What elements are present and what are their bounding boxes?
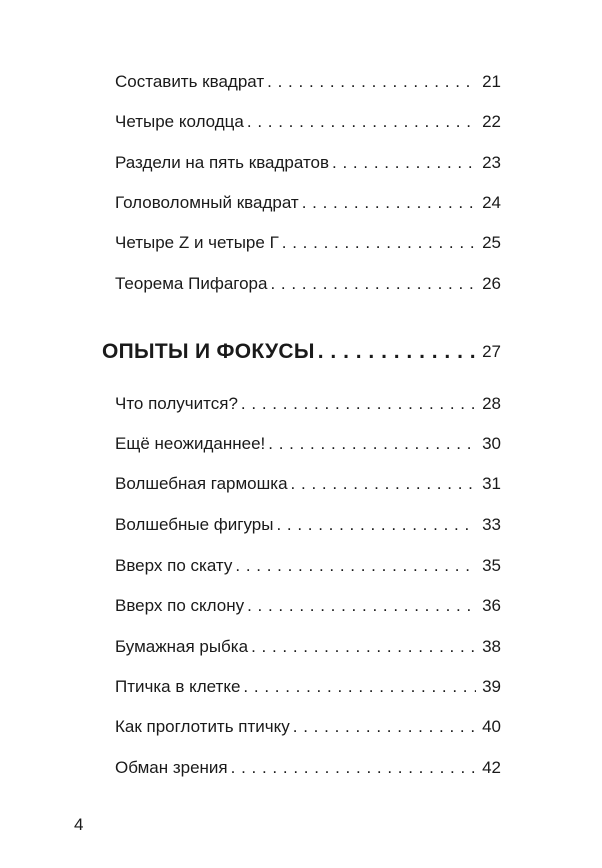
dot-leader	[235, 556, 476, 576]
toc-entry-title: Вверх по скату	[115, 556, 233, 575]
toc-entry-title: Раздели на пять квадратов	[115, 153, 330, 172]
toc-entry-page: 26	[482, 274, 501, 293]
toc-entry-page: 24	[482, 193, 501, 212]
page-number: 4	[74, 815, 84, 834]
toc-entry-title: Что получится?	[115, 394, 238, 413]
toc-entry[interactable]	[115, 430, 501, 454]
toc-entry-title: Обман зрения	[115, 758, 228, 777]
toc-section-heading[interactable]	[102, 340, 501, 364]
dot-leader	[267, 72, 476, 92]
toc-entry-page: 33	[482, 515, 501, 534]
dot-leader	[247, 596, 476, 616]
dot-leader	[243, 677, 476, 697]
toc-entry-title: Четыре колодца	[115, 112, 244, 131]
toc-entry[interactable]	[115, 511, 501, 535]
toc-entry-title: Вверх по склону	[115, 596, 245, 615]
toc-entry-page: 25	[482, 233, 501, 252]
dot-leader	[291, 474, 476, 494]
toc-entry-page: 22	[482, 112, 501, 131]
dot-leader	[270, 274, 476, 294]
toc-entry[interactable]	[115, 592, 501, 616]
dot-leader	[318, 340, 476, 364]
toc-entry[interactable]	[115, 754, 501, 778]
toc-entry-title: Теорема Пифагора	[115, 274, 268, 293]
toc-entry-page: 38	[482, 637, 501, 656]
toc-entry-title: Волшебная гармошка	[115, 474, 288, 493]
toc-entry-page: 42	[482, 758, 501, 777]
toc-entry-page: 30	[482, 434, 501, 453]
toc-entry-page: 23	[482, 153, 501, 172]
toc-entry[interactable]	[115, 68, 501, 92]
toc-entry-title: Головоломный квадрат	[115, 193, 299, 212]
toc-entry[interactable]	[115, 633, 501, 657]
toc-entry-page: 35	[482, 556, 501, 575]
toc-entry[interactable]	[115, 470, 501, 494]
toc-entry[interactable]	[115, 149, 501, 173]
toc-entry[interactable]	[115, 552, 501, 576]
section-page: 27	[482, 342, 501, 361]
toc-entry-title: Ещё неожиданнее!	[115, 434, 266, 453]
toc-entry[interactable]	[115, 189, 501, 213]
section-title: ОПЫТЫ И ФОКУСЫ	[102, 340, 315, 363]
toc-entry[interactable]	[115, 270, 501, 294]
dot-leader	[247, 112, 476, 132]
toc-entry-page: 40	[482, 717, 501, 736]
toc-entry-title: Бумажная рыбка	[115, 637, 249, 656]
dot-leader	[241, 394, 476, 414]
toc-entry[interactable]	[115, 229, 501, 253]
toc-entry[interactable]	[115, 108, 501, 132]
toc-entry-page: 39	[482, 677, 501, 696]
toc-entry[interactable]	[115, 713, 501, 737]
dot-leader	[282, 233, 476, 253]
dot-leader	[332, 153, 476, 173]
toc-entry-title: Составить квадрат	[115, 72, 265, 91]
dot-leader	[276, 515, 476, 535]
dot-leader	[268, 434, 476, 454]
toc-entry-title: Как проглотить птичку	[115, 717, 290, 736]
dot-leader	[293, 717, 476, 737]
toc-entry-page: 21	[482, 72, 501, 91]
toc-entry-page: 31	[482, 474, 501, 493]
toc-entry-title: Четыре Z и четыре Г	[115, 233, 279, 252]
dot-leader	[251, 637, 476, 657]
dot-leader	[302, 193, 476, 213]
dot-leader	[231, 758, 476, 778]
toc-entry[interactable]	[115, 390, 501, 414]
toc-entry-title: Птичка в клетке	[115, 677, 241, 696]
toc-entry[interactable]	[115, 673, 501, 697]
toc-entry-page: 36	[482, 596, 501, 615]
toc-entry-title: Волшебные фигуры	[115, 515, 274, 534]
toc-entry-page: 28	[482, 394, 501, 413]
